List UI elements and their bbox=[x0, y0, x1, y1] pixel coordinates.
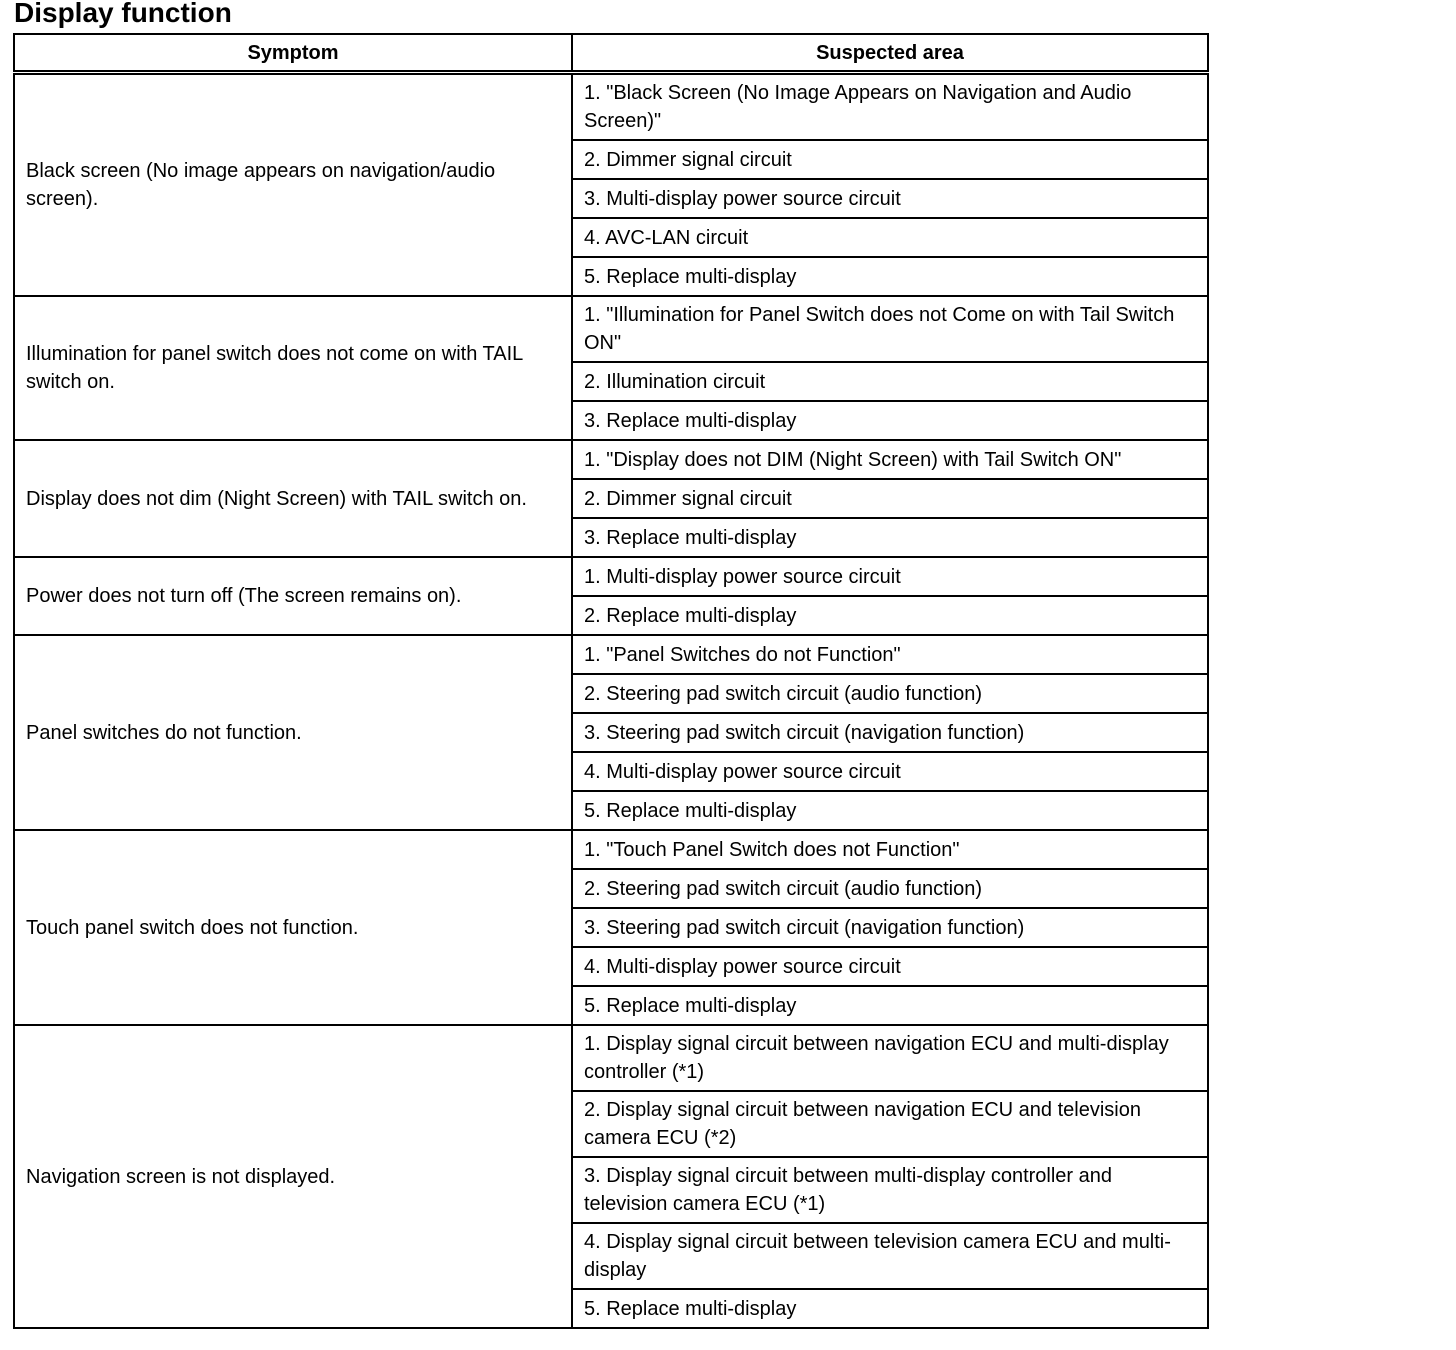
suspected-area-cell: 4. AVC-LAN circuit bbox=[572, 218, 1208, 257]
symptom-cell: Navigation screen is not displayed. bbox=[14, 1025, 572, 1328]
suspected-area-cell: 3. Steering pad switch circuit (navigation function) bbox=[572, 713, 1208, 752]
table-row bbox=[14, 1025, 1208, 1091]
table-row bbox=[14, 73, 1208, 141]
suspected-area-cell: 3. Display signal circuit between multi-display controller and television camera ECU (*1) bbox=[572, 1157, 1208, 1223]
suspected-area-cell: 3. Replace multi-display bbox=[572, 401, 1208, 440]
suspected-area-cell: 5. Replace multi-display bbox=[572, 1289, 1208, 1328]
suspected-area-cell: 3. Multi-display power source circuit bbox=[572, 179, 1208, 218]
symptom-cell: Black screen (No image appears on navigation/audio screen). bbox=[14, 73, 572, 297]
symptom-cell: Touch panel switch does not function. bbox=[14, 830, 572, 1025]
symptom-table bbox=[13, 33, 1209, 1329]
suspected-area-cell: 1. "Touch Panel Switch does not Function" bbox=[572, 830, 1208, 869]
symptom-cell: Illumination for panel switch does not come on with TAIL switch on. bbox=[14, 296, 572, 440]
table-row bbox=[14, 296, 1208, 362]
table-header-row bbox=[14, 34, 1208, 73]
suspected-area-cell: 2. Display signal circuit between navigation ECU and television camera ECU (*2) bbox=[572, 1091, 1208, 1157]
suspected-area-cell: 1. "Panel Switches do not Function" bbox=[572, 635, 1208, 674]
symptom-cell: Power does not turn off (The screen remains on). bbox=[14, 557, 572, 635]
suspected-area-cell: 4. Display signal circuit between television camera ECU and multi-display bbox=[572, 1223, 1208, 1289]
symptom-column-header: Symptom bbox=[14, 34, 572, 73]
table-row bbox=[14, 557, 1208, 596]
suspected-area-cell: 2. Dimmer signal circuit bbox=[572, 479, 1208, 518]
suspected-area-cell: 1. Display signal circuit between navigation ECU and multi-display controller (*1) bbox=[572, 1025, 1208, 1091]
suspected-area-cell: 1. Multi-display power source circuit bbox=[572, 557, 1208, 596]
suspected-area-cell: 3. Replace multi-display bbox=[572, 518, 1208, 557]
suspected-area-cell: 2. Illumination circuit bbox=[572, 362, 1208, 401]
suspected-area-cell: 2. Steering pad switch circuit (audio function) bbox=[572, 869, 1208, 908]
suspected-area-cell: 1. "Illumination for Panel Switch does not Come on with Tail Switch ON" bbox=[572, 296, 1208, 362]
symptom-cell: Panel switches do not function. bbox=[14, 635, 572, 830]
suspected-area-cell: 4. Multi-display power source circuit bbox=[572, 752, 1208, 791]
suspected-area-cell: 1. "Display does not DIM (Night Screen) with Tail Switch ON" bbox=[572, 440, 1208, 479]
suspected-area-column-header: Suspected area bbox=[572, 34, 1208, 73]
suspected-area-cell: 4. Multi-display power source circuit bbox=[572, 947, 1208, 986]
suspected-area-cell: 2. Dimmer signal circuit bbox=[572, 140, 1208, 179]
suspected-area-cell: 2. Replace multi-display bbox=[572, 596, 1208, 635]
table-row bbox=[14, 635, 1208, 674]
suspected-area-cell: 3. Steering pad switch circuit (navigation function) bbox=[572, 908, 1208, 947]
suspected-area-cell: 2. Steering pad switch circuit (audio function) bbox=[572, 674, 1208, 713]
table-row bbox=[14, 830, 1208, 869]
suspected-area-cell: 5. Replace multi-display bbox=[572, 986, 1208, 1025]
page-title: Display function bbox=[14, 0, 232, 28]
suspected-area-cell: 5. Replace multi-display bbox=[572, 257, 1208, 296]
suspected-area-cell: 1. "Black Screen (No Image Appears on Navigation and Audio Screen)" bbox=[572, 73, 1208, 141]
suspected-area-cell: 5. Replace multi-display bbox=[572, 791, 1208, 830]
table-row bbox=[14, 440, 1208, 479]
symptom-cell: Display does not dim (Night Screen) with TAIL switch on. bbox=[14, 440, 572, 557]
